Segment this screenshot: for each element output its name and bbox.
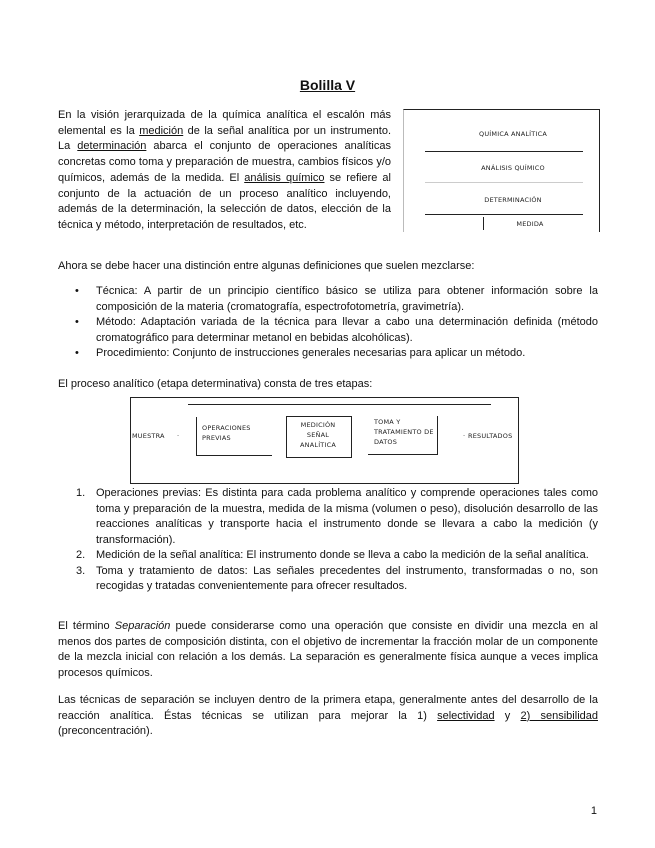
separation-paragraph [58,619,598,682]
list-item [58,315,598,346]
hierarchy-level-quimica-analitica: QUÍMICA ANALÍTICA [479,130,547,138]
term-sensibilidad: 2) sensibilidad [520,709,598,722]
flow-step-toma-line2: TRATAMIENTO DE [374,428,434,436]
separation-text-2: puede considerarse como una operación que consiste en dividir una mezcla en al menos dos partes de composición distinta, con el objetivo de incrementar la fracción molar de un componente de la mezcla inicial con relación a los demás. La separación es generalmente física aunque a veces implica procesos químicos. [58,620,598,680]
list-item-text: Operaciones previas: Es distinta para cada problema analítico y comprende operaciones tales como toma y preparación de la muestra, medida de la misma (volumen o peso), disolución desarrollo de las reacciones analíticas y transporte hacia el instrumento donde se llevara a cabo la medición (y transformación). [96,487,598,546]
list-item [58,548,598,564]
process-paragraph: El proceso analítico (etapa determinativa) consta de tres etapas: [58,378,373,390]
hierarchy-divider [425,182,583,183]
term-separacion: Separación [114,620,171,632]
hierarchy-level-medida: MEDIDA [516,220,544,228]
flow-step-operaciones-line1: OPERACIONES [202,424,251,432]
bullet-icon: • [75,347,79,359]
flow-step-medicion-line3: ANALÍTICA [300,441,336,449]
list-item [58,284,598,315]
term-medicion: medición [139,124,184,137]
flow-step-muestra: MUESTRA [132,432,165,440]
hierarchy-divider [425,214,583,215]
hierarchy-divider [425,151,583,152]
flow-step-toma-line1: TOMA Y [374,418,401,426]
definitions-list [58,284,598,362]
intro-text-4: se refiere al conjunto de la actuación de un proceso analítico incluyendo, además de la determinación, la selección de datos, elección de la técnica y método, interpretación de resultados, etc. [58,171,391,231]
flow-step-medicion-line1: MEDICIÓN [300,421,336,429]
list-item-text: Procedimiento: Conjunto de instrucciones generales necesarias para aplicar un método. [96,347,526,359]
intro-text-2: de la señal analítica por un instrumento. La [58,124,391,153]
distinction-paragraph: Ahora se debe hacer una distinción entre algunas definiciones que suelen mezclarse: [58,260,475,272]
term-determinacion: determinación [77,140,147,153]
list-item [58,486,598,548]
list-item-text: Toma y tratamiento de datos: Las señales precedentes del instrumento, transformadas o no, son recogidas y tratadas convenientemente para ofrecer resultados. [96,564,598,592]
list-number: 2. [76,549,86,561]
stages-list [58,486,598,595]
bullet-icon: • [75,285,79,297]
flow-step-resultados: RESULTADOS [468,432,513,440]
flow-step-operaciones-line2: PREVIAS [202,434,231,442]
list-number: 3. [76,564,86,577]
flow-top-line [188,404,491,405]
intro-text-3: abarca el conjunto de operaciones analíticas concretas como toma y preparación de muestra, cambios físicos y/o químicos, además de la medida. El [58,140,391,184]
techniques-text-1: Las técnicas de separación se incluyen dentro de la primera etapa, generalmente antes del desarrollo de la reacción analítica. Éstas técnicas se utilizan para mejorar la 1) [58,694,598,722]
flow-step-toma-line3: DATOS [374,438,398,446]
hierarchy-level-analisis-quimico: ANÁLISIS QUÍMICO [481,164,545,172]
page-number: 1 [590,805,597,817]
hierarchy-divider [483,217,484,230]
list-number: 1. [76,487,86,499]
techniques-text-2: y [494,709,521,722]
list-item-text: Método: Adaptación variada de la técnica para llevar a cabo una determinación definida (método cromatográfico para determinar metanol en bebidas alcohólicas). [96,316,598,344]
hierarchy-level-determinacion: DETERMINACIÓN [484,196,542,204]
list-item [58,346,598,362]
separation-text-1: El término [58,620,115,632]
arrow-icon: · [463,432,466,440]
page-title: Bolilla V [299,77,356,93]
list-item-text: Técnica: A partir de un principio científico básico se utiliza para obtener información sobre la composición de la materia (cromatografía, espectrofotometría, gravimetría). [96,285,598,313]
flow-step-medicion-line2: SEÑAL [306,431,330,439]
term-selectividad: selectividad [437,709,495,722]
list-item [58,564,598,595]
intro-text-1: En la visión jerarquizada de la química analítica el escalón más elemental es la [58,109,391,137]
intro-paragraph [58,108,391,234]
techniques-text-3: (preconcentración). [58,725,153,738]
bullet-icon: • [75,316,79,328]
list-item-text: Medición de la señal analítica: El instrumento donde se lleva a cabo la medición de la señal analítica. [96,549,589,561]
term-analisis-quimico: análisis químico [244,171,325,184]
arrow-icon: · [177,432,180,440]
techniques-paragraph [58,693,598,740]
